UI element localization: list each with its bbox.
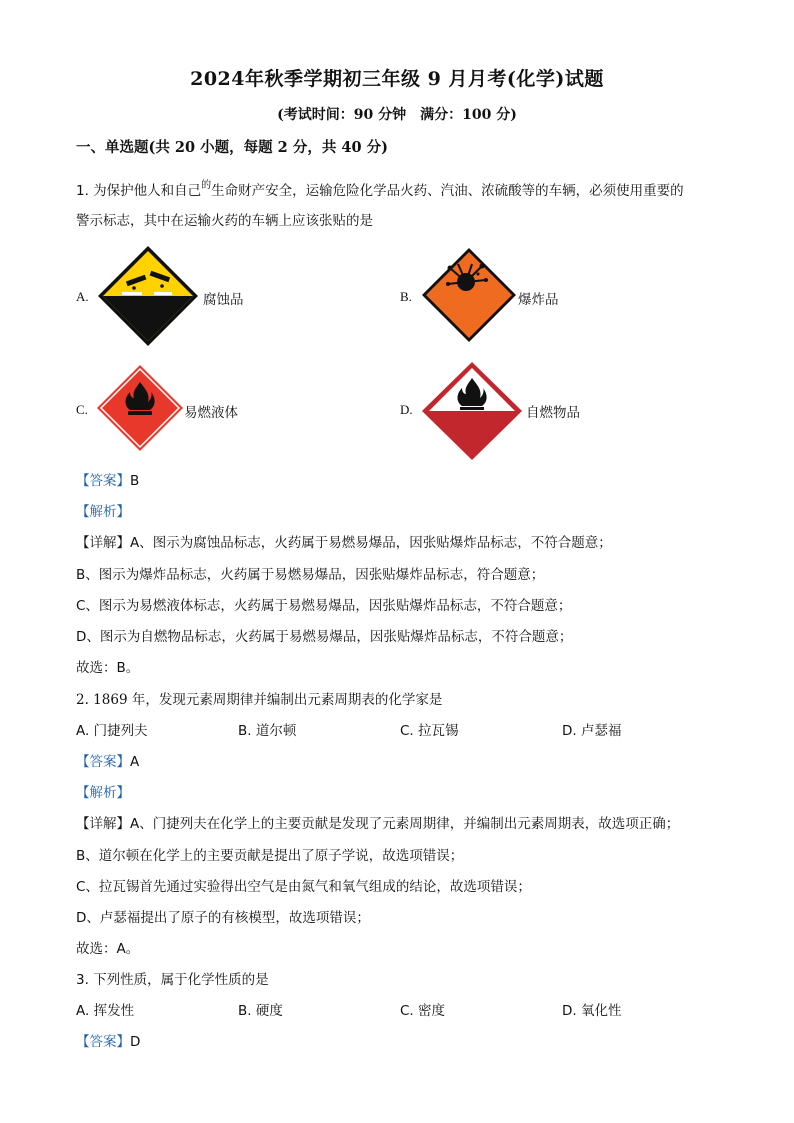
q2-conclusion: 故选：A。 xyxy=(76,941,140,957)
q1-analysis-tag: 【解析】 xyxy=(76,504,130,520)
q2-answer-line xyxy=(76,750,139,770)
q2-answer-tag: 【答案】 xyxy=(76,754,130,770)
spontaneous-combustion-sign-icon xyxy=(420,360,524,462)
q1-detail-tag: 【详解】 xyxy=(76,535,130,551)
q1-option-d-label: 自燃物品 xyxy=(526,405,580,421)
q1-answer-line xyxy=(76,469,139,489)
q2-detail-line-4: D、卢瑟福提出了原子的有核模型，故选项错误； xyxy=(76,910,370,926)
q3-option-b-text: 硬度 xyxy=(255,1003,283,1019)
q2-detail-text-1: A、门捷列夫在化学上的主要贡献是发现了元素周期律，并编制出元素周期表，故选项正确； xyxy=(130,816,680,832)
q3-option-a xyxy=(76,999,134,1019)
q1-stem-line2: 警示标志，其中在运输火药的车辆上应该张贴的是 xyxy=(76,213,373,229)
q2-detail-line-3: C、拉瓦锡首先通过实验得出空气是由氮气和氧气组成的结论，故选项错误； xyxy=(76,879,531,895)
q1-answer-tag: 【答案】 xyxy=(76,473,130,489)
q2-option-b xyxy=(238,719,296,739)
q2-stem: 2. 1869 年，发现元素周期律并编制出元素周期表的化学家是 xyxy=(76,692,443,708)
q1-detail-line-2: B、图示为爆炸品标志，火药属于易燃易爆品，因张贴爆炸品标志，符合题意； xyxy=(76,567,545,583)
q1-option-b-letter: B. xyxy=(400,289,412,304)
q3-answer: D xyxy=(130,1034,141,1050)
q2-option-a-letter: A. xyxy=(76,723,90,739)
q2-option-a-text: 门捷列夫 xyxy=(93,723,148,739)
q3-option-c-text: 密度 xyxy=(418,1003,446,1019)
q1-detail-text-1: A、图示为腐蚀品标志，火药属于易燃易爆品，因张贴爆炸品标志，不符合题意； xyxy=(130,535,612,551)
corrosive-sign-icon xyxy=(96,244,200,348)
q1-detail-line-3: C、图示为易燃液体标志，火药属于易燃易爆品，因张贴爆炸品标志，不符合题意； xyxy=(76,598,572,614)
q3-option-d xyxy=(562,999,621,1019)
q2-option-d-letter: D. xyxy=(562,723,577,739)
q3-option-b-letter: B. xyxy=(238,1003,252,1019)
explosive-sign-icon xyxy=(420,246,518,344)
page-title: 2024年秋季学期初三年级 9 月月考(化学)试题 xyxy=(190,68,604,90)
q3-option-b xyxy=(238,999,283,1019)
q1-option-d-letter: D. xyxy=(400,402,413,417)
q1-detail-line-1 xyxy=(76,531,612,551)
q1-stem-sup: 的 xyxy=(201,180,212,191)
q3-stem: 3. 下列性质，属于化学性质的是 xyxy=(76,972,269,988)
q2-detail-line-2: B、道尔顿在化学上的主要贡献是提出了原子学说，故选项错误； xyxy=(76,848,464,864)
q2-option-c xyxy=(400,719,459,739)
q1-option-c-letter: C. xyxy=(76,402,88,417)
q2-detail-line-1 xyxy=(76,812,679,832)
q3-option-a-text: 挥发性 xyxy=(93,1003,135,1019)
exam-info: (考试时间：90 分钟 满分：100 分) xyxy=(277,107,517,123)
q2-option-a xyxy=(76,719,148,739)
q3-option-d-letter: D. xyxy=(562,1003,577,1019)
q1-option-b-label: 爆炸品 xyxy=(518,292,559,308)
q2-option-b-letter: B. xyxy=(238,723,252,739)
flammable-liquid-sign-icon xyxy=(96,364,184,452)
q1-detail-line-4: D、图示为自燃物品标志，火药属于易燃易爆品，因张贴爆炸品标志，不符合题意； xyxy=(76,629,573,645)
q2-detail-tag: 【详解】 xyxy=(76,816,130,832)
q3-option-c xyxy=(400,999,445,1019)
q1-option-a-letter: A. xyxy=(76,289,89,304)
q2-analysis-tag: 【解析】 xyxy=(76,785,130,801)
q3-option-d-text: 氧化性 xyxy=(580,1003,622,1019)
q2-option-c-letter: C. xyxy=(400,723,414,739)
q3-answer-tag: 【答案】 xyxy=(76,1034,130,1050)
q1-stem-line1 xyxy=(76,176,684,199)
q1-answer: B xyxy=(130,473,140,489)
q1-stem-part1: 1. 为保护他人和自己 xyxy=(76,183,202,199)
q2-option-d-text: 卢瑟福 xyxy=(580,723,622,739)
q3-option-a-letter: A. xyxy=(76,1003,90,1019)
q2-option-c-text: 拉瓦锡 xyxy=(418,723,459,739)
q1-option-a-label: 腐蚀品 xyxy=(203,292,244,308)
q1-option-c-label: 易燃液体 xyxy=(184,405,238,421)
q1-stem-part2: 生命财产安全，运输危险化学品火药、汽油、浓硫酸等的车辆，必须使用重要的 xyxy=(211,183,684,199)
q3-option-c-letter: C. xyxy=(400,1003,414,1019)
q2-option-b-text: 道尔顿 xyxy=(255,723,297,739)
q3-answer-line xyxy=(76,1030,140,1050)
section-heading: 一、单选题(共 20 小题，每题 2 分，共 40 分) xyxy=(76,139,388,156)
q2-answer: A xyxy=(130,754,140,770)
q2-option-d xyxy=(562,719,621,739)
q1-conclusion: 故选：B。 xyxy=(76,660,140,676)
